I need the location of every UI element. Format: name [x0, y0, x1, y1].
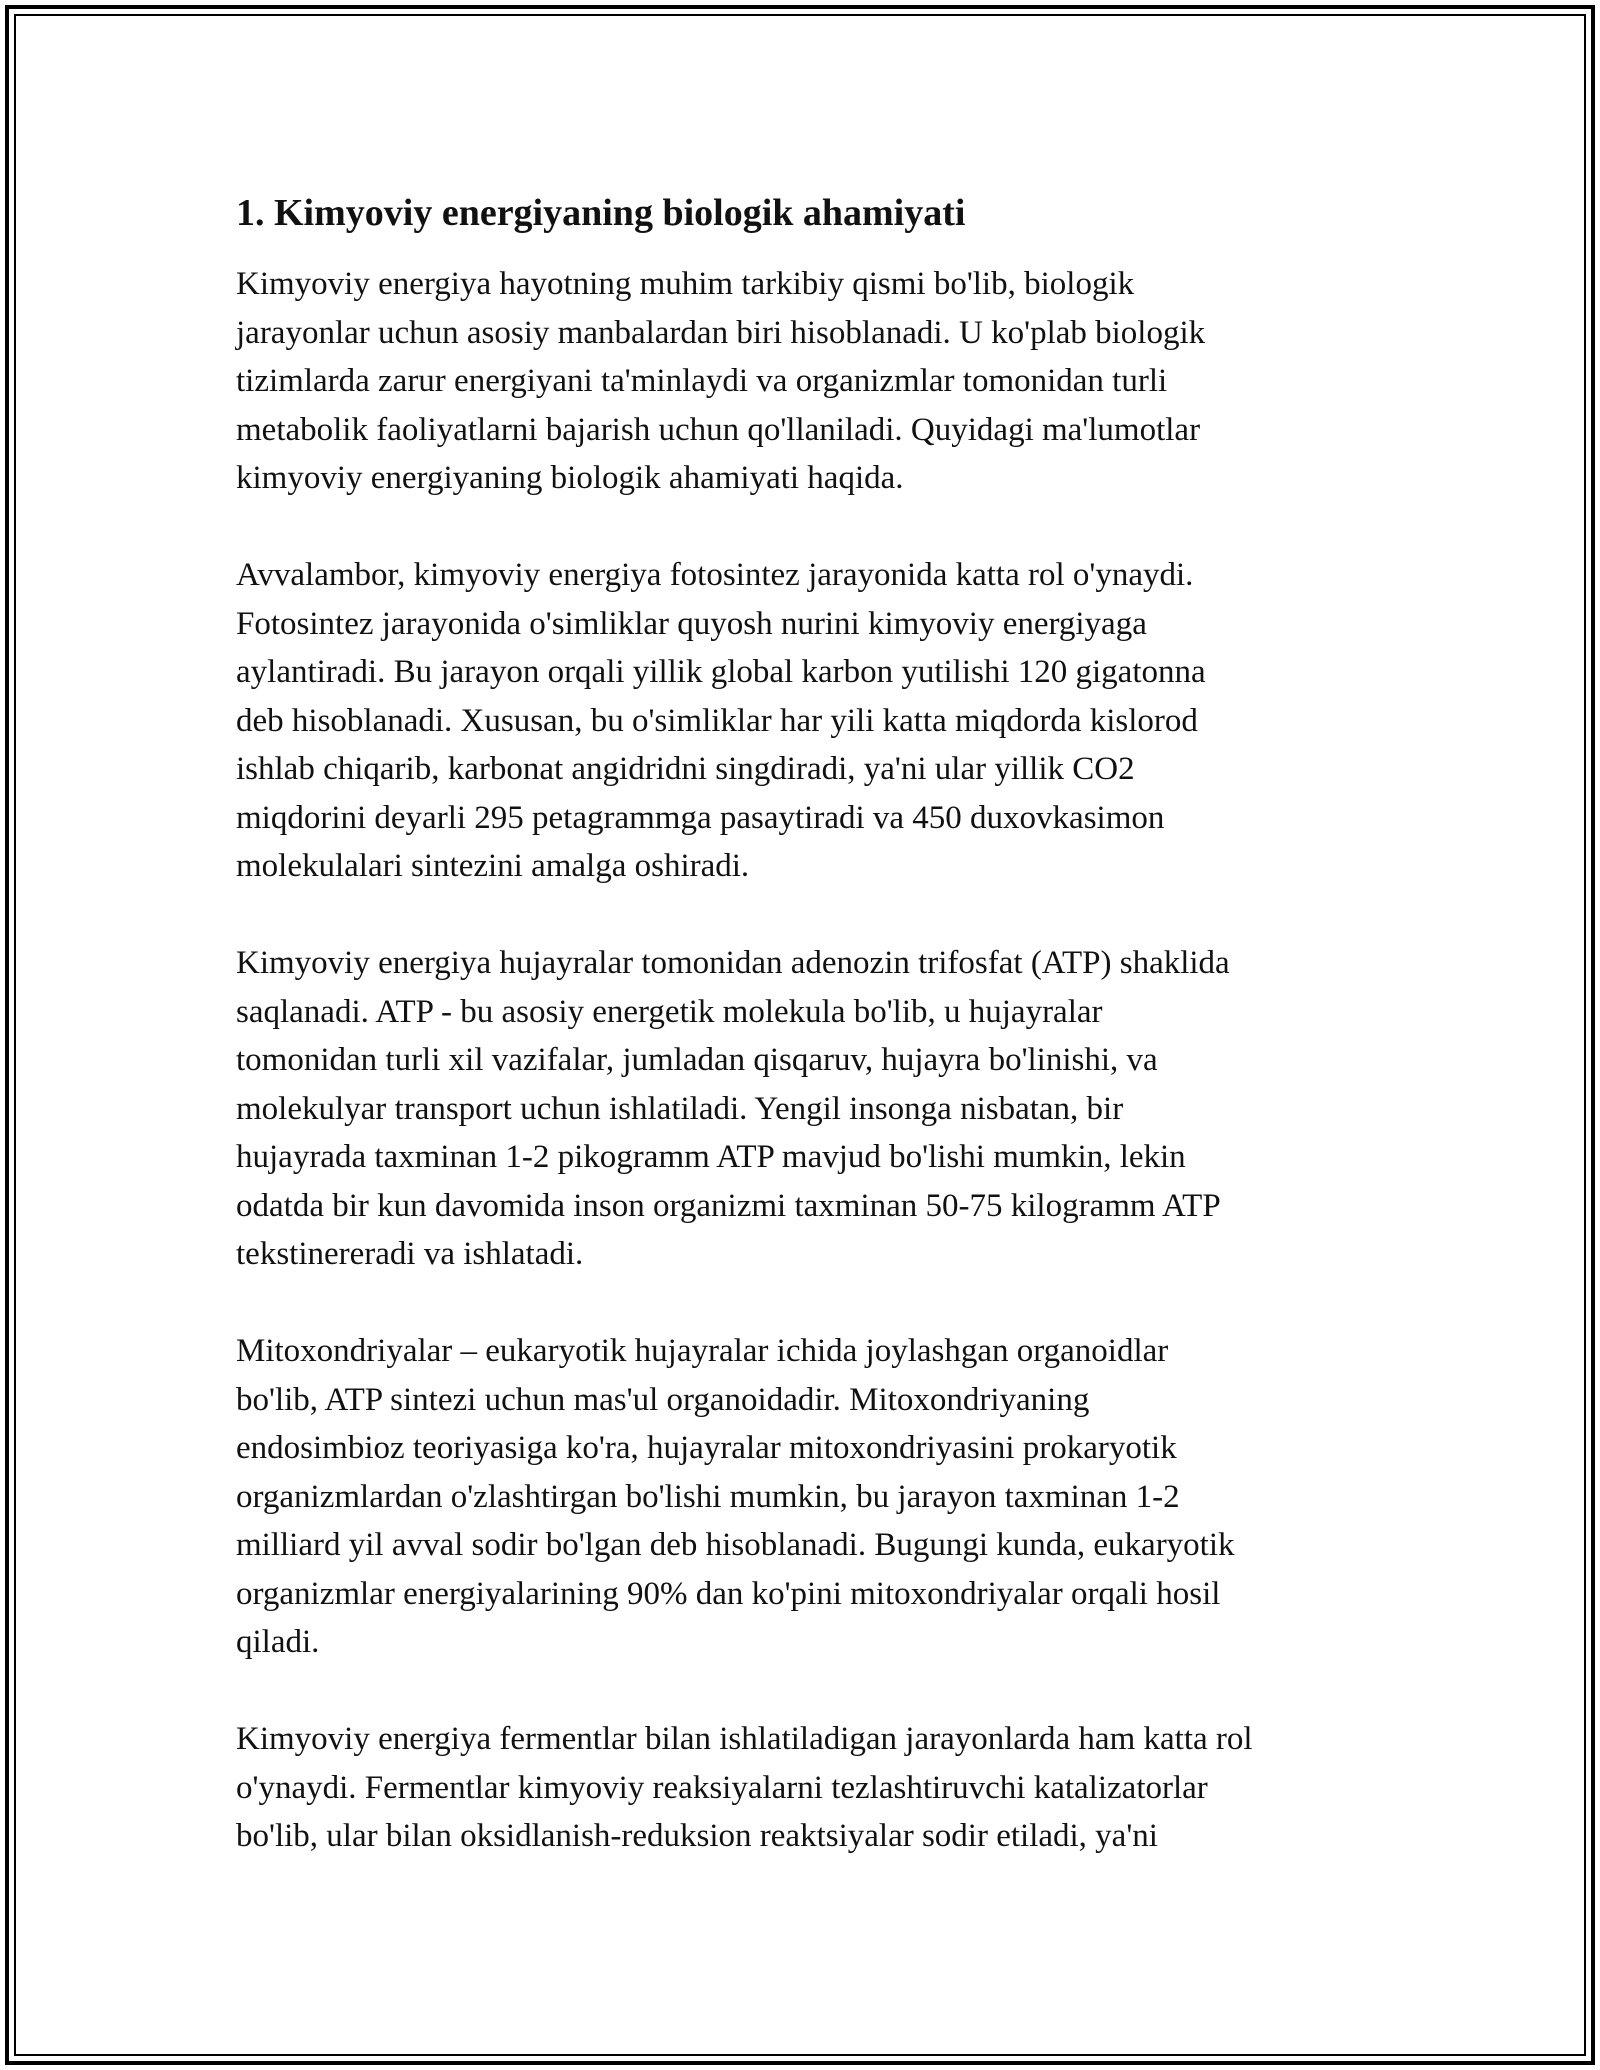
- text-line: aylantiradi. Bu jarayon orqali yillik global karbon yutilishi 120 gigatonna: [236, 654, 1206, 690]
- text-line: Mitoxondriyalar – eukaryotik hujayralar ichida joylashgan organoidlar: [236, 1333, 1169, 1369]
- paragraph-2: [236, 551, 1376, 891]
- text-line: tomonidan turli xil vazifalar, jumladan qisqaruv, hujayra bo'linishi, va: [236, 1042, 1158, 1078]
- text-line: organizmlar energiyalarining 90% dan ko'pini mitoxondriyalar orqali hosil: [236, 1575, 1221, 1612]
- text-line: endosimbioz teoriyasiga ko'ra, hujayralar mitoxondriyasini prokaryotik: [236, 1430, 1177, 1466]
- text-line: odatda bir kun davomida inson organizmi taxminan 50-75 kilogramm ATP: [236, 1187, 1221, 1224]
- text-line: hujayrada taxminan 1-2 pikogramm ATP mavjud bo'lishi mumkin, lekin: [236, 1139, 1186, 1175]
- text-line: metabolik faoliyatlarni bajarish uchun qo'llaniladi. Quyidagi ma'lumotlar: [236, 411, 1201, 448]
- text-line: miqdorini deyarli 295 petagrammga pasaytiradi va 450 duxovkasimon: [236, 799, 1165, 836]
- text-line: Avvalambor, kimyoviy energiya fotosintez jarayonida katta rol o'ynaydi.: [236, 557, 1194, 593]
- text-line: molekulalari sintezini amalga oshiradi.: [236, 848, 750, 884]
- text-line: o'ynaydi. Fermentlar kimyoviy reaksiyalarni tezlashtiruvchi katalizatorlar: [236, 1769, 1208, 1806]
- text-line: qiladi.: [236, 1624, 320, 1660]
- text-line: Kimyoviy energiya fermentlar bilan ishlatiladigan jarayonlarda ham katta rol: [236, 1721, 1253, 1757]
- text-line: milliard yil avval sodir bo'lgan deb hisoblanadi. Bugungi kunda, eukaryotik: [236, 1527, 1235, 1563]
- text-line: deb hisoblanadi. Xususan, bu o'simliklar har yili katta miqdorda kislorod: [236, 702, 1198, 739]
- text-line: bo'lib, ular bilan oksidlanish-reduksion reaktsiyalar sodir etiladi, ya'ni: [236, 1818, 1158, 1854]
- text-line: jarayonlar uchun asosiy manbalardan biri hisoblanadi. U ko'plab biologik: [236, 314, 1206, 351]
- text-line: kimyoviy energiyaning biologik ahamiyati haqida.: [236, 460, 904, 496]
- text-line: Kimyoviy energiya hayotning muhim tarkibiy qismi bo'lib, biologik: [236, 266, 1135, 302]
- text-line: ishlab chiqarib, karbonat angidridni singdiradi, ya'ni ular yillik CO2: [236, 751, 1135, 787]
- text-line: tizimlarda zarur energiyani ta'minlaydi va organizmlar tomonidan turli: [236, 363, 1168, 399]
- text-line: Fotosintez jarayonida o'simliklar quyosh nurini kimyoviy energiyaga: [236, 605, 1147, 642]
- text-line: saqlanadi. ATP - bu asosiy energetik molekula bo'lib, u hujayralar: [236, 993, 1103, 1030]
- section-heading: 1. Kimyoviy energiyaning biologik ahamiyati: [236, 192, 966, 234]
- text-line: Kimyoviy energiya hujayralar tomonidan adenozin trifosfat (ATP) shaklida: [236, 945, 1230, 981]
- paragraph-4: [236, 1327, 1376, 1667]
- paragraph-5: [236, 1715, 1376, 1861]
- text-line: bo'lib, ATP sintezi uchun mas'ul organoidadir. Mitoxondriyaning: [236, 1381, 1090, 1418]
- text-line: tekstinereradi va ishlatadi.: [236, 1236, 584, 1272]
- text-line: molekulyar transport uchun ishlatiladi. Yengil insonga nisbatan, bir: [236, 1090, 1124, 1127]
- paragraph-1: [236, 260, 1376, 503]
- paragraph-3: [236, 939, 1376, 1279]
- document-body: [236, 186, 1376, 1909]
- text-line: organizmlardan o'zlashtirgan bo'lishi mumkin, bu jarayon taxminan 1-2: [236, 1478, 1180, 1515]
